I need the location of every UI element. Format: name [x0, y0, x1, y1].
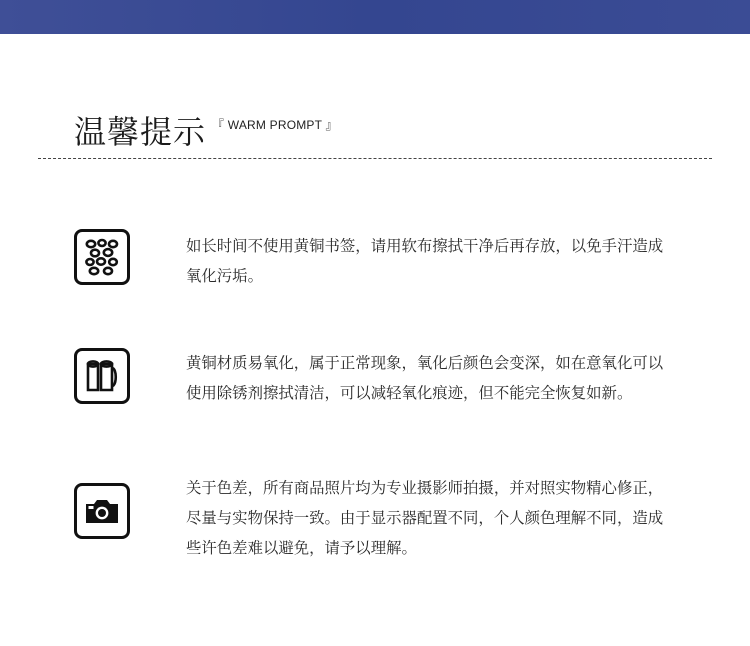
- section-heading: [74, 110, 338, 154]
- dashed-divider: [38, 158, 712, 159]
- notice-text: 关于色差，所有商品照片均为专业摄影师拍摄，并对照实物精心修正，尽量与实物保持一致。由于显示器配置不同，个人颜色理解不同，造成些许色差难以避免，请予以理解。: [186, 479, 664, 557]
- desiccant-icon: [74, 229, 130, 285]
- notice-text: 如长时间不使用黄铜书签，请用软布擦拭干净后再存放，以免手汗造成氧化污垢。: [186, 237, 664, 285]
- heading-subtitle: 『 WARM PROMPT 』: [212, 118, 338, 132]
- notice-text: 黄铜材质易氧化，属于正常现象，氧化后颜色会变深，如在意氧化可以使用除锈剂擦拭清洁，可以减轻氧化痕迹，但不能完全恢复如新。: [186, 354, 664, 402]
- camera-icon: [74, 483, 130, 539]
- cloth-roll-icon: [74, 348, 130, 404]
- top-color-band: [0, 0, 750, 34]
- heading-title: 温馨提示: [74, 113, 207, 151]
